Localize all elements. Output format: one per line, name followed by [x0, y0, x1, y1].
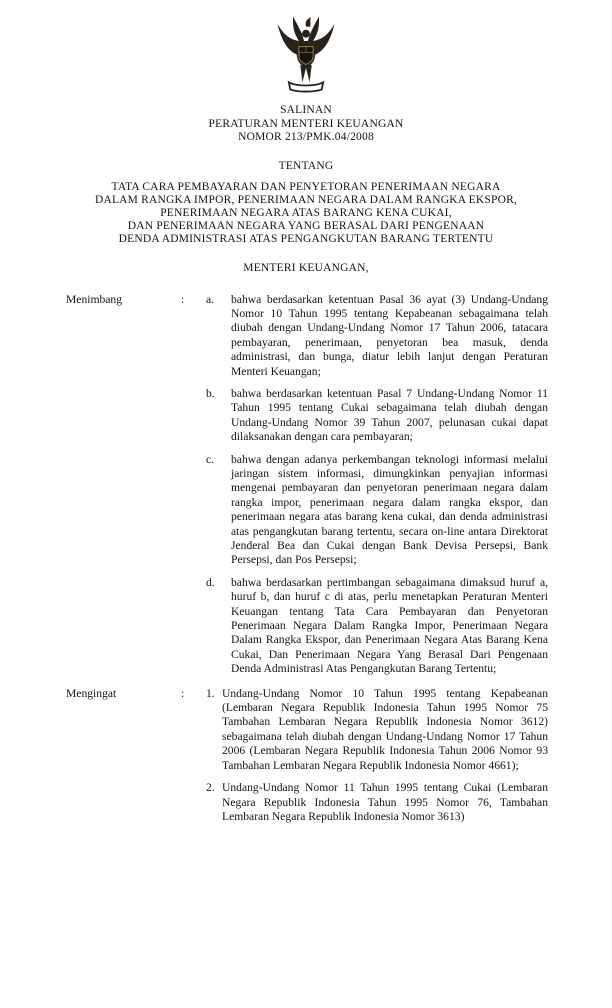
subject-line: DENDA ADMINISTRASI ATAS PENGANGKUTAN BARANG TERTENTU	[118, 233, 494, 245]
list-item	[206, 453, 548, 568]
section-label: Menimbang	[66, 292, 123, 306]
list-item	[206, 687, 548, 773]
item-text: bahwa berdasarkan ketentuan Pasal 36 ayat (3) Undang-Undang Nomor 10 Tahun 1995 tentang Kepabeanan sebagaimana telah diubah dengan Undang-Undang Nomor 17 Tahun 2006, tatacara pembayaran, penerimaan, penyetoran bea masuk, denda administrasi, dan bunga, diatur lebih lanjut dengan Peraturan Menteri Keuangan;	[231, 292, 548, 378]
emblem-container	[0, 0, 612, 103]
list-item	[206, 293, 548, 379]
subject-line: DAN PENERIMAAN NEGARA YANG BERASAL DARI PENGENAAN	[127, 220, 485, 232]
section-label: Mengingat	[66, 686, 117, 700]
tentang-label: TENTANG	[278, 159, 334, 172]
subject-title	[0, 181, 612, 246]
doc-number: NOMOR 213/PMK.04/2008	[238, 131, 374, 143]
item-marker: c.	[206, 452, 215, 466]
section-colon: :	[181, 686, 185, 700]
item-text: bahwa berdasarkan pertimbangan sebagaimana dimaksud huruf a, huruf b, dan huruf c di atas, perlu menetapkan Peraturan Menteri Keuangan tentang Tata Cara Pembayaran dan Penyetoran Penerimaan Negara Dalam Rangka Impor, Penerimaan Negara Dalam Rangka Ekspor, dan Penerimaan Negara Atas Barang Kena Cukai, Dan Penerimaan Negara Yang Berasal Dari Pengenaan Denda Administrasi Atas Pengangkutan Barang Tertentu;	[231, 575, 548, 676]
item-text: Undang-Undang Nomor 10 Tahun 1995 tentang Kepabeanan (Lembaran Negara Republik Indonesia Tahun 1995 Nomor 75 Tambahan Lembaran Negara Republik Indonesia Nomor 3612) sebagaimana telah diubah dengan Undang-Undang Nomor 17 Tahun 2006 (Lembaran Negara Republik Indonesia Tahun 2006 Nomor 93 Tambahan Lembaran Negara Republik Indonesia Nomor 4661);	[222, 686, 548, 772]
list-item	[206, 387, 548, 445]
list-item	[206, 576, 548, 677]
section-items	[206, 293, 548, 677]
garuda-emblem-icon	[263, 8, 349, 103]
item-text: bahwa dengan adanya perkembangan teknologi informasi melalui jaringan sistem informasi, dimungkinkan penyajian informasi mengenai pembayaran dan penyetoran penerimaan negara dalam rangka impor, penerimaan negara dalam rangka ekspor, dan penerimaan negara atas barang kena cukai, dan denda administrasi atas pengangkutan barang tertentu, secara on-line antara Direktorat Jenderal Bea dan Cukai dengan Bank Devisa Persepsi, Bank Persepsi, dan Pos Persepsi;	[231, 452, 548, 567]
item-text: bahwa berdasarkan ketentuan Pasal 7 Undang-Undang Nomor 11 Tahun 1995 tentang Cukai sebagaimana telah diubah dengan Undang-Undang Nomor 39 Tahun 2007, pelunasan cukai dapat dilaksanakan dengan cara pembayaran;	[231, 386, 548, 444]
document-header	[0, 104, 612, 276]
item-text: Undang-Undang Nomor 11 Tahun 1995 tentang Cukai (Lembaran Negara Republik Indonesia Tahun 1995 Nomor 76, Tambahan Lembaran Negara Republik Indonesia Nomor 3613)	[222, 781, 548, 823]
section-mengingat	[66, 687, 548, 825]
subject-line: PENERIMAAN NEGARA ATAS BARANG KENA CUKAI,	[160, 207, 452, 219]
item-marker: 2.	[206, 781, 215, 795]
list-item	[206, 781, 548, 824]
section-items	[206, 687, 548, 825]
doc-type-title: PERATURAN MENTERI KEUANGAN	[208, 117, 404, 130]
item-marker: d.	[206, 575, 215, 589]
subject-line: DALAM RANGKA IMPOR, PENERIMAAN NEGARA DALAM RANGKA EKSPOR,	[94, 194, 518, 206]
item-marker: 1.	[206, 686, 215, 700]
item-marker: a.	[206, 292, 215, 306]
section-colon: :	[181, 292, 185, 306]
document-body	[66, 293, 548, 825]
subject-line: TATA CARA PEMBAYARAN DAN PENYETORAN PENERIMAAN NEGARA	[111, 181, 501, 193]
issuer-line: MENTERI KEUANGAN,	[243, 262, 369, 274]
item-marker: b.	[206, 386, 215, 400]
copy-label: SALINAN	[280, 104, 332, 116]
section-menimbang	[66, 293, 548, 677]
